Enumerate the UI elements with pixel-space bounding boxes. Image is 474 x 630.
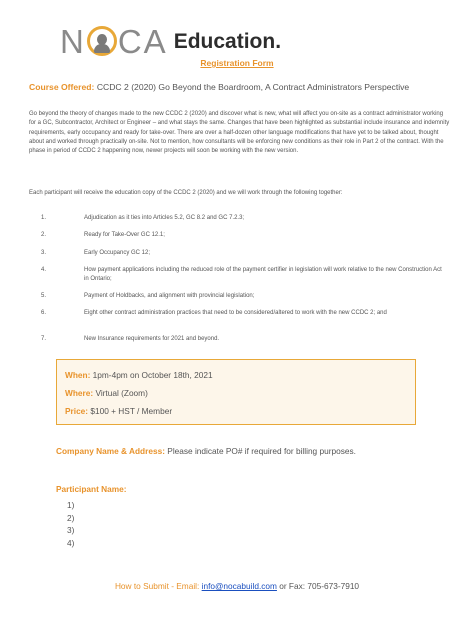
submit-label: How to Submit - Email: xyxy=(114,581,200,591)
participant-line-3[interactable]: 3) xyxy=(67,525,75,535)
page-title: Registration Form xyxy=(200,58,274,68)
when-row: When: 1pm-4pm on October 18th, 2021 xyxy=(65,370,213,380)
participant-line-2[interactable]: 2) xyxy=(67,512,75,523)
company-hint: Please indicate PO# if required for billing purposes. xyxy=(167,446,356,456)
price-row: Price: $100 + HST / Member xyxy=(65,406,173,416)
where-row: Where: Virtual (Zoom) xyxy=(65,388,148,398)
participant-label: Participant Name: xyxy=(56,484,127,494)
fax-text: or Fax: 705-673-7910 xyxy=(279,581,360,591)
participant-line-1[interactable]: 1) xyxy=(67,500,75,510)
course-label: Course Offered: xyxy=(29,82,95,92)
company-label: Company Name & Address: xyxy=(56,446,165,456)
email-link[interactable]: info@nocabuild.com xyxy=(201,581,277,591)
logo-wordmark: N CA xyxy=(60,23,168,60)
company-field[interactable] xyxy=(56,446,356,456)
intro-paragraph: Go beyond the theory of changes made to the new CCDC 2 (2020) and discover what is new, what will affect you on-site as a contract administrator working for a GC, Subcontractor, Architect or Engineer – and what stays the same. Changes that have been highlighted as substantial include insurance and indemnity requirements, early occupancy and ready for take-over. There are over a half-dozen other language modifications that have yet to be talked about, thought about and worked through practically on-site. Not to mention, how consultants will be enforcing new conditions as their role in Part 2 of the contract. With the phase in period of CCDC 2 happening now, newer projects will soon be working with the new version. xyxy=(29,111,450,155)
course-value: CCDC 2 (2020) Go Beyond the Boardroom, A Contract Administrators Perspective xyxy=(96,82,410,92)
event-details-box xyxy=(56,359,416,425)
noca-logo xyxy=(60,24,281,60)
logo-tagline: Education. xyxy=(173,30,282,53)
submit-instructions xyxy=(0,581,474,591)
participant-line-4[interactable]: 4) xyxy=(67,537,75,548)
intro-paragraph-2: Each participant will receive the education copy of the CCDC 2 (2020) and we will work through the following together: xyxy=(29,190,343,196)
person-in-circle-icon xyxy=(87,26,117,56)
course-offered xyxy=(29,81,449,94)
participant-list xyxy=(67,500,74,550)
